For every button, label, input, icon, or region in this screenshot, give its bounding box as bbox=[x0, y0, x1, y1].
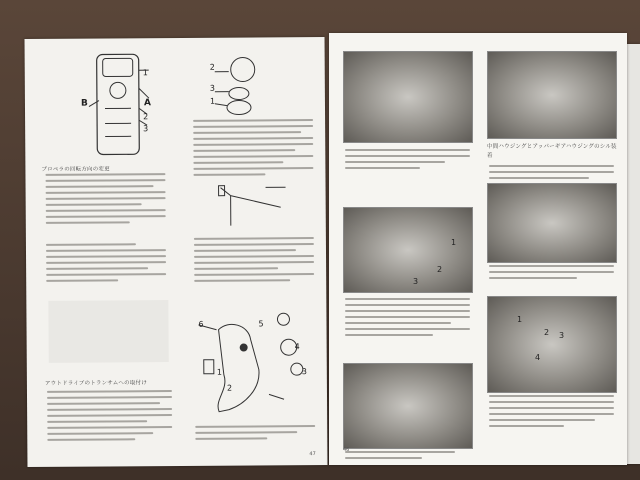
part-number-2: 2 bbox=[226, 383, 233, 393]
part-number-6: 6 bbox=[198, 319, 204, 329]
page-number-left: 47 bbox=[309, 451, 316, 458]
body-text-block bbox=[345, 149, 470, 173]
body-text-block bbox=[345, 298, 470, 340]
outdrive-diagram bbox=[85, 48, 176, 161]
part-number-4: 4 bbox=[294, 342, 300, 352]
section-heading-propeller: プロペラの回転方向の変更 bbox=[41, 166, 110, 173]
photo-gear-bearing bbox=[487, 51, 617, 139]
manual-page-right bbox=[329, 33, 627, 465]
manual-page-left bbox=[25, 37, 328, 467]
photo-number-2: 2 bbox=[437, 265, 443, 274]
body-text-block bbox=[489, 395, 614, 431]
body-text-block bbox=[345, 451, 455, 463]
photo-seal-housing bbox=[487, 296, 617, 393]
body-text-block bbox=[489, 265, 614, 283]
body-text-block bbox=[47, 390, 172, 445]
section-heading-housing-seal: 中間ハウジングとアッパーギアハウジングのシル装着 bbox=[487, 144, 617, 159]
diagram-label-a: A bbox=[143, 98, 151, 109]
photo-number-3: 3 bbox=[413, 277, 419, 286]
body-text-block bbox=[489, 165, 614, 183]
part-number-1: 1 bbox=[216, 367, 222, 377]
page-number-right: 46 bbox=[343, 447, 350, 453]
photo-housing-interior bbox=[487, 183, 617, 263]
photo-shaft-assembly bbox=[343, 51, 473, 143]
seal-number-1: 1 bbox=[209, 96, 216, 106]
part-number-3: 3 bbox=[301, 367, 307, 377]
body-text-block bbox=[46, 243, 166, 286]
faded-area bbox=[48, 300, 168, 363]
diagram-number-1: 1 bbox=[142, 68, 148, 78]
seal-rings-diagram bbox=[205, 51, 275, 119]
photo-number-r4: 4 bbox=[535, 353, 541, 362]
body-text-block bbox=[195, 425, 315, 444]
photo-torque-wrench bbox=[343, 363, 473, 449]
part-number-5: 5 bbox=[258, 319, 264, 329]
photo-gear-housing bbox=[343, 207, 473, 293]
seal-number-3: 3 bbox=[209, 83, 215, 93]
diagram-label-b: B bbox=[80, 98, 88, 109]
photo-number-r1: 1 bbox=[517, 315, 523, 324]
body-text-block bbox=[45, 173, 165, 228]
body-text-block bbox=[194, 237, 314, 286]
diagram-number-3: 3 bbox=[143, 124, 149, 134]
seal-number-2: 2 bbox=[209, 62, 215, 72]
outdrive-parts-diagram bbox=[188, 299, 319, 420]
section-heading-transom: アウトドライブのトランサムへの取付け bbox=[44, 380, 147, 387]
photo-number-r3: 3 bbox=[559, 331, 565, 340]
photo-number-r2: 2 bbox=[544, 328, 550, 337]
shift-rod-diagram bbox=[210, 177, 300, 228]
photo-number-1: 1 bbox=[451, 238, 457, 247]
body-text-block bbox=[193, 119, 313, 180]
diagram-number-2: 2 bbox=[143, 112, 149, 122]
